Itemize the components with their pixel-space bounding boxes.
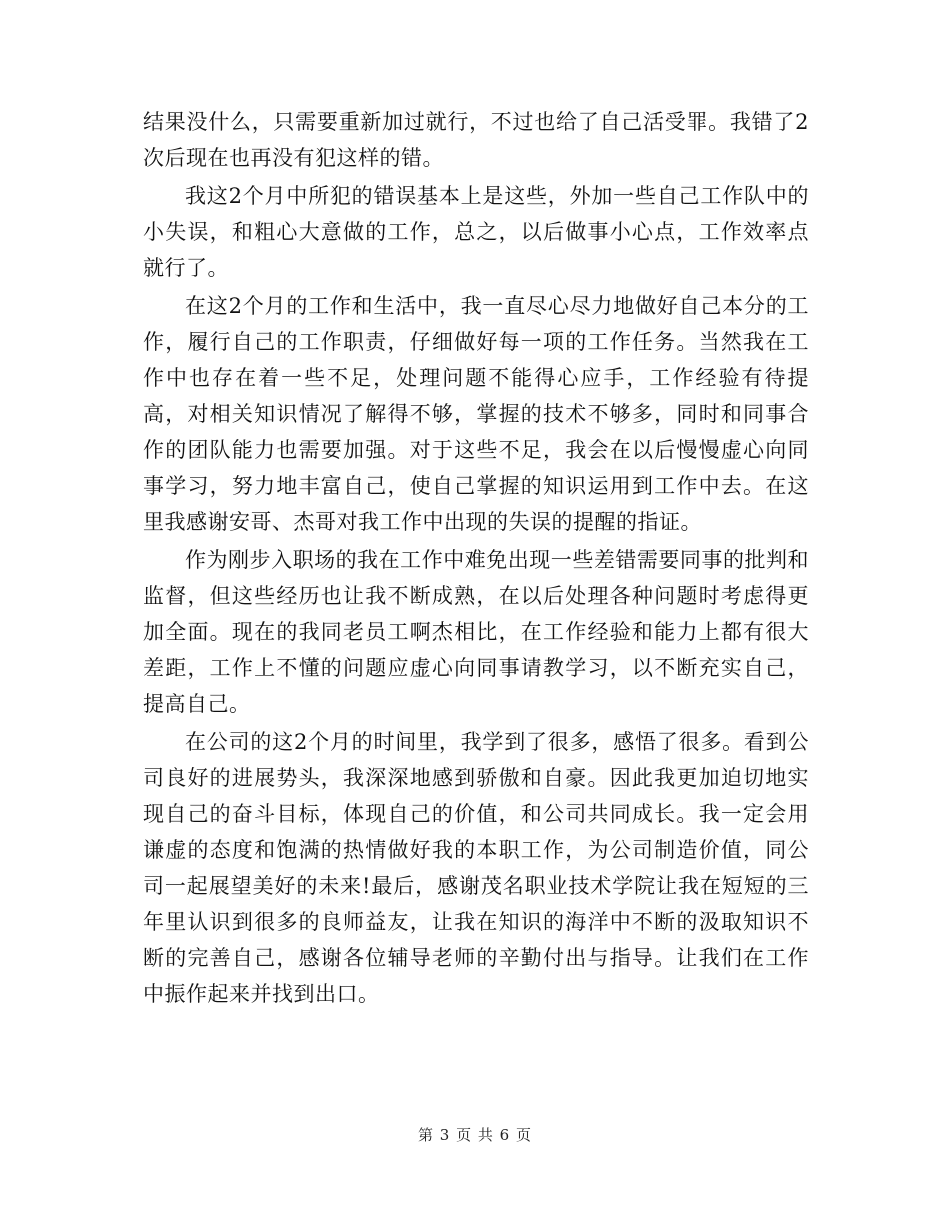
paragraph-1: 结果没什么，只需要重新加过就行，不过也给了自己活受罪。我错了2次后现在也再没有犯这样的错。 bbox=[143, 110, 809, 170]
paragraph-3: 在这2个月的工作和生活中，我一直尽心尽力地做好自己本分的工作，履行自己的工作职责，仔细做好每一项的工作任务。当然我在工作中也存在着一些不足，处理问题不能得心应手，工作经验有待提高，对相关知识情况了解得不够，掌握的技术不够多，同时和同事合作的团队能力也需要加强。对于这些不足，我会在以后慢慢虚心向同事学习，努力地丰富自己，使自己掌握的知识运用到工作中去。在这里我感谢安哥、杰哥对我工作中出现的失误的提醒的指证。 bbox=[143, 294, 809, 534]
document-body bbox=[143, 104, 809, 1014]
paragraph-2: 我这2个月中所犯的错误基本上是这些，外加一些自己工作队中的小失误，和粗心大意做的工作，总之，以后做事小心点，工作效率点就行了。 bbox=[143, 184, 809, 280]
paragraph-5: 在公司的这2个月的时间里，我学到了很多，感悟了很多。看到公司良好的进展势头，我深深地感到骄傲和自豪。因此我更加迫切地实现自己的奋斗目标，体现自己的价值，和公司共同成长。我一定会用谦虚的态度和饱满的热情做好我的本职工作，为公司制造价值，同公司一起展望美好的未来!最后，感谢茂名职业技术学院让我在短短的三年里认识到很多的良师益友，让我在知识的海洋中不断的汲取知识不断的完善自己，感谢各位辅导老师的辛勤付出与指导。让我们在工作中振作起来并找到出口。 bbox=[143, 730, 809, 1006]
page-number-footer: 第 3 页 共 6 页 bbox=[418, 1126, 532, 1144]
paragraph-4: 作为刚步入职场的我在工作中难免出现一些差错需要同事的批判和监督，但这些经历也让我不断成熟，在以后处理各种问题时考虑得更加全面。现在的我同老员工啊杰相比，在工作经验和能力上都有很大差距，工作上不懂的问题应虚心向同事请教学习，以不断充实自己，提高自己。 bbox=[143, 548, 809, 716]
